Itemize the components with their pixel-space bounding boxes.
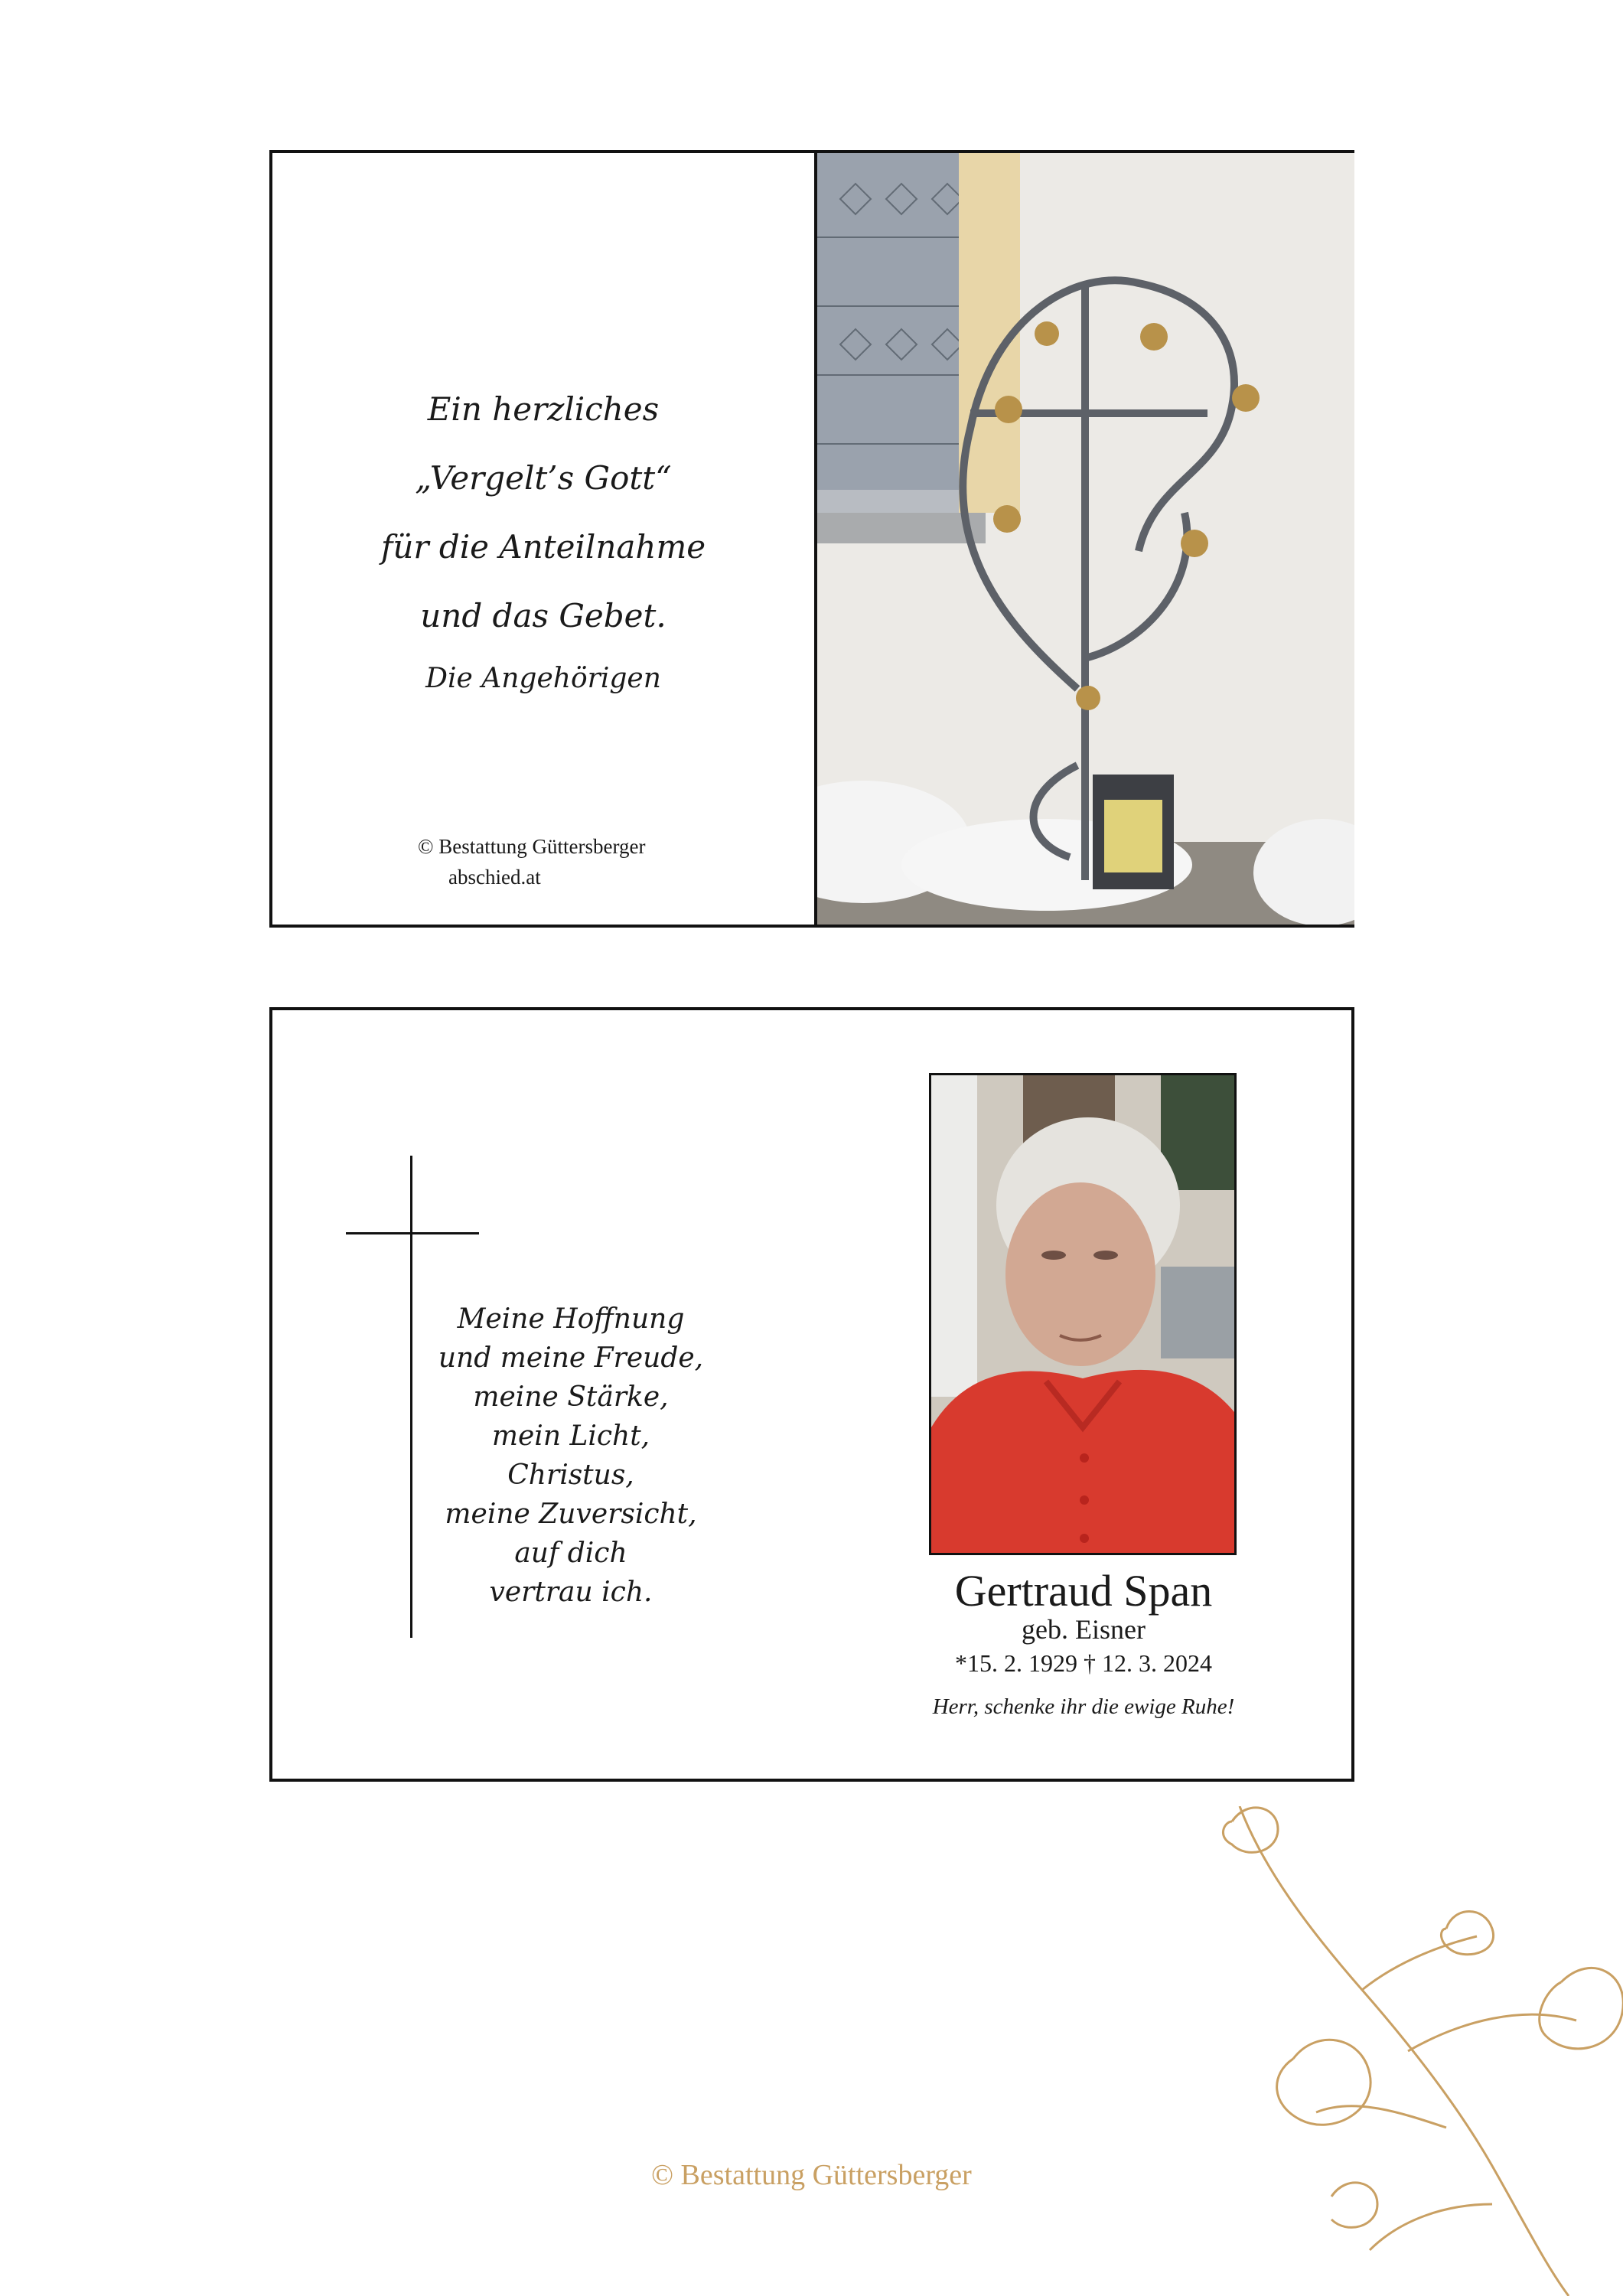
- footer-credit: © Bestattung Güttersberger: [651, 2159, 972, 2191]
- credit: [418, 831, 645, 892]
- flower-decoration: [1217, 1806, 1623, 2296]
- cross-photo: [814, 153, 1354, 925]
- verse-line: und meine Freude,: [438, 1342, 704, 1374]
- life-dates: *15. 2. 1929 † 12. 3. 2024: [955, 1649, 1212, 1677]
- thank-you-card: [269, 150, 1354, 928]
- verse-line: meine Zuversicht,: [445, 1499, 697, 1530]
- maiden-name: geb. Eisner: [1022, 1614, 1146, 1645]
- thanks-line: Ein herzliches: [427, 390, 660, 428]
- thanks-line: für die Anteilnahme: [380, 528, 706, 566]
- verse-line: meine Stärke,: [473, 1381, 669, 1413]
- verse-line: mein Licht,: [491, 1420, 650, 1452]
- thanks-line: und das Gebet.: [420, 597, 666, 634]
- verse-line: Meine Hoffnung: [457, 1303, 685, 1335]
- cross-icon: [410, 1156, 412, 1638]
- memorial-card: [269, 1007, 1354, 1782]
- cross-icon-bar: [346, 1232, 479, 1234]
- verse: [425, 1300, 716, 1612]
- verse-line: auf dich: [514, 1538, 627, 1569]
- deceased-name: Gertraud Span: [954, 1566, 1213, 1616]
- credit-website: abschied.at: [448, 866, 541, 889]
- credit-line: © Bestattung Güttersberger: [418, 835, 646, 858]
- thank-you-text: [272, 375, 814, 694]
- deceased-info: [808, 1566, 1359, 1720]
- verse-line: vertrau ich.: [489, 1577, 653, 1608]
- prayer: Herr, schenke ihr die ewige Ruhe!: [932, 1694, 1235, 1719]
- thanks-line: „Vergelt’s Gott“: [415, 459, 672, 497]
- verse-line: Christus,: [507, 1459, 634, 1491]
- portrait-photo: [929, 1073, 1237, 1555]
- signature: Die Angehörigen: [425, 663, 661, 694]
